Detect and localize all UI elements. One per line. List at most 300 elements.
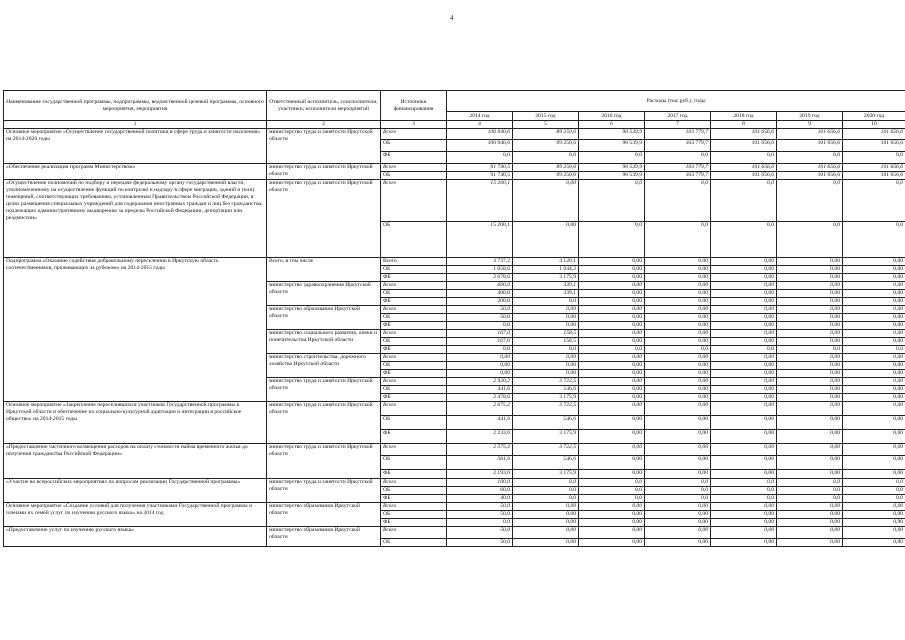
header-col-number: 1: [4, 121, 267, 129]
expense-value: 0,00: [711, 274, 777, 282]
expense-value: 0,00: [579, 370, 645, 378]
expense-value: 2 233,6: [447, 430, 513, 444]
funding-source: Всего: [381, 479, 447, 487]
responsible-executor: министерство труда и занятости Иркутской области: [267, 129, 381, 164]
expense-value: 0,00: [843, 274, 905, 282]
header-year: 2014 год: [447, 112, 513, 121]
expense-value: 0,00: [843, 322, 905, 330]
responsible-executor: министерство образования Иркутской области: [267, 527, 381, 547]
table-row: [4, 503, 905, 511]
expense-value: 0,00: [711, 386, 777, 394]
expense-value: 101 656,6: [777, 129, 843, 140]
expense-value: 0,00: [711, 519, 777, 527]
header-year: 2016 год: [579, 112, 645, 121]
funding-source: ФБ: [381, 346, 447, 354]
expense-value: 0,00: [843, 511, 905, 519]
funding-source: Всего: [381, 180, 447, 222]
expense-value: 0,00: [843, 266, 905, 274]
expense-value: 0,0: [645, 346, 711, 354]
expense-value: 0,00: [777, 430, 843, 444]
funding-source: ФБ: [381, 274, 447, 282]
funding-source: ОБ: [381, 290, 447, 298]
expense-value: 0,0: [777, 346, 843, 354]
funding-source: Всего: [381, 129, 447, 140]
expense-value: 101 656,6: [711, 164, 777, 172]
expense-value: 0,0: [777, 180, 843, 222]
activity-name: Основное мероприятие «Создание условий для получения участниками Государственной программы и членами их семей услуг по изучению русского языка» на 2014 год: [4, 503, 267, 527]
expense-value: 101 656,6: [711, 140, 777, 152]
expense-value: 0,00: [579, 527, 645, 539]
expense-value: 0,00: [777, 258, 843, 266]
expense-value: 101 656,6: [843, 140, 905, 152]
expense-value: 0,0: [777, 495, 843, 503]
expense-value: 0,0: [843, 346, 905, 354]
expense-value: 0,00: [843, 298, 905, 306]
expense-value: 0,00: [843, 430, 905, 444]
funding-source: ФБ: [381, 495, 447, 503]
expense-value: 441,6: [447, 386, 513, 394]
expense-value: 0,00: [579, 258, 645, 266]
expense-value: 0,00: [777, 370, 843, 378]
funding-source: ФБ: [381, 430, 447, 444]
expense-value: 0,00: [843, 354, 905, 362]
funding-source: Всего: [381, 354, 447, 362]
expense-value: 0,00: [777, 386, 843, 394]
expense-value: 381,6: [447, 456, 513, 470]
expense-value: 0,0: [645, 479, 711, 487]
header-year: 2015 год: [513, 112, 579, 121]
expense-value: 0,00: [843, 519, 905, 527]
expense-value: 0,00: [513, 354, 579, 362]
expense-value: 0,0: [447, 152, 513, 164]
expense-value: 0,00: [711, 394, 777, 402]
expense-value: 0,00: [513, 322, 579, 330]
expense-value: 103 779,7: [645, 129, 711, 140]
expense-value: 0,00: [711, 306, 777, 314]
expense-value: 0,00: [645, 370, 711, 378]
expense-value: 0,00: [645, 306, 711, 314]
expense-value: 546,6: [513, 416, 579, 430]
expense-value: 50,0: [447, 314, 513, 322]
expense-value: 0,00: [579, 416, 645, 430]
expense-value: 90 539,9: [579, 164, 645, 172]
expense-value: 0,00: [711, 503, 777, 511]
funding-source: Всего: [381, 527, 447, 539]
funding-source: ФБ: [381, 394, 447, 402]
funding-source: Всего: [381, 503, 447, 511]
expense-value: 0,00: [579, 322, 645, 330]
expense-value: 0,0: [513, 487, 579, 495]
expense-value: 40,0: [447, 495, 513, 503]
expense-value: 103 779,7: [645, 172, 711, 180]
expense-value: 0,00: [711, 402, 777, 416]
expense-value: 0,0: [711, 487, 777, 495]
expense-value: 0,00: [843, 470, 905, 479]
funding-source: ОБ: [381, 456, 447, 470]
expense-value: 546,6: [513, 456, 579, 470]
expense-value: 2 920,2: [447, 378, 513, 386]
header-year: 2017 год: [645, 112, 711, 121]
expense-value: 0,00: [843, 290, 905, 298]
expense-value: 0,00: [843, 338, 905, 346]
funding-source: ФБ: [381, 470, 447, 479]
expense-value: 100,0: [447, 479, 513, 487]
expense-value: 0,00: [777, 322, 843, 330]
expense-value: 0,00: [711, 314, 777, 322]
expense-value: 101 656,6: [843, 172, 905, 180]
expense-value: 0,00: [645, 314, 711, 322]
expense-value: 0,00: [711, 444, 777, 456]
expense-value: 0,00: [645, 258, 711, 266]
table-row: [4, 258, 905, 266]
expense-value: 101 656,6: [777, 164, 843, 172]
funding-source: ОБ: [381, 416, 447, 430]
expense-value: 0,00: [711, 266, 777, 274]
funding-source: Всего: [381, 378, 447, 386]
expense-value: 0,0: [777, 152, 843, 164]
expense-value: 0,00: [645, 527, 711, 539]
expense-value: 0,00: [777, 274, 843, 282]
expense-value: 0,00: [645, 416, 711, 430]
expense-value: 2 478,6: [447, 394, 513, 402]
expense-value: 106 940,6: [447, 140, 513, 152]
funding-source: Всего: [381, 306, 447, 314]
expense-value: 0,00: [711, 298, 777, 306]
expense-value: 0,0: [645, 180, 711, 222]
expense-value: 0,00: [843, 444, 905, 456]
responsible-executor: министерство социального развития, опеки и попечительства Иркутской области: [267, 330, 381, 354]
expense-value: 3 722,5: [513, 402, 579, 416]
expense-value: 90 539,9: [579, 172, 645, 180]
expense-value: 0,00: [645, 338, 711, 346]
expense-value: 0,00: [513, 222, 579, 258]
responsible-executor: Всего, в том числе: [267, 258, 381, 282]
expense-value: 0,00: [843, 386, 905, 394]
expense-value: 0,00: [843, 416, 905, 430]
expense-value: 0,00: [843, 282, 905, 290]
expense-value: 50,0: [447, 511, 513, 519]
expenses-table: [3, 90, 905, 547]
header-name: Наименование государственной программы, подпрограммы, ведомственной целевой программы, основного мероприятия, мероприятия: [4, 91, 267, 121]
expense-value: 101 656,6: [843, 164, 905, 172]
expense-value: 0,00: [645, 539, 711, 547]
table-row: [4, 164, 905, 172]
expense-value: 89 250,6: [513, 172, 579, 180]
expense-value: 167,0: [447, 330, 513, 338]
expense-value: 0,00: [843, 402, 905, 416]
header-col-number: 10: [843, 121, 905, 129]
expense-value: 0,00: [711, 354, 777, 362]
expense-value: 3 175,9: [513, 394, 579, 402]
expense-value: 0,00: [645, 322, 711, 330]
expense-value: 0,00: [777, 314, 843, 322]
responsible-executor: министерство труда и занятости Иркутской области: [267, 164, 381, 180]
expense-value: 0,00: [513, 511, 579, 519]
expense-value: 0,0: [579, 479, 645, 487]
expense-value: 3 175,9: [513, 274, 579, 282]
expense-value: 0,0: [711, 346, 777, 354]
expense-value: 0,00: [579, 378, 645, 386]
expense-value: 0,00: [513, 180, 579, 222]
expense-value: 0,00: [711, 290, 777, 298]
expense-value: 0,00: [777, 444, 843, 456]
expense-value: 0,00: [579, 330, 645, 338]
expense-value: 0,00: [711, 430, 777, 444]
expense-value: 0,00: [777, 354, 843, 362]
expense-value: 0,00: [711, 456, 777, 470]
expense-value: 0,00: [645, 511, 711, 519]
expense-value: 0,00: [513, 362, 579, 370]
expense-value: 0,00: [711, 258, 777, 266]
expense-value: 106 940,6: [447, 129, 513, 140]
expense-value: 0,00: [513, 306, 579, 314]
expense-value: 3 175,9: [513, 470, 579, 479]
expense-value: 0,0: [513, 152, 579, 164]
expense-value: 0,00: [777, 402, 843, 416]
header-year: 2018 год: [711, 112, 777, 121]
expense-value: 0,00: [777, 456, 843, 470]
funding-source: Всего: [381, 330, 447, 338]
expense-value: 2 575,2: [447, 444, 513, 456]
expense-value: 0,00: [777, 338, 843, 346]
page-number: 4: [450, 14, 454, 22]
funding-source: ОБ: [381, 222, 447, 258]
expense-value: 0,00: [843, 394, 905, 402]
expense-value: 0,0: [843, 180, 905, 222]
expense-value: 0,00: [579, 290, 645, 298]
expense-value: 0,00: [711, 322, 777, 330]
expense-value: 0,0: [513, 479, 579, 487]
table-row: [4, 444, 905, 456]
expense-value: 0,00: [579, 511, 645, 519]
expense-value: 101 656,6: [843, 129, 905, 140]
expense-value: 0,00: [579, 503, 645, 511]
table-row: [4, 527, 905, 539]
expense-value: 0,0: [447, 346, 513, 354]
expense-value: 89 250,6: [513, 164, 579, 172]
expense-value: 158,5: [513, 338, 579, 346]
expense-value: 0,00: [777, 362, 843, 370]
expense-value: 0,00: [645, 386, 711, 394]
expense-value: 0,00: [777, 511, 843, 519]
header-col-number: 2: [267, 121, 381, 129]
expense-value: 0,00: [579, 362, 645, 370]
expense-value: 0,0: [579, 346, 645, 354]
expense-value: 0,00: [777, 394, 843, 402]
funding-source: ОБ: [381, 386, 447, 394]
funding-source: ОБ: [381, 140, 447, 152]
header-year: 2020 год: [843, 112, 905, 121]
table-row: [4, 129, 905, 140]
responsible-executor: министерство труда и занятости Иркутской области: [267, 444, 381, 479]
expense-value: 0,00: [711, 330, 777, 338]
funding-source: ФБ: [381, 152, 447, 164]
expense-value: 2 193,6: [447, 470, 513, 479]
expense-value: 0,00: [711, 338, 777, 346]
expense-value: 0,0: [777, 222, 843, 258]
activity-name: «Обеспечение реализации программ Министерством»: [4, 164, 267, 180]
expense-value: 0,00: [843, 456, 905, 470]
expense-value: 0,00: [711, 416, 777, 430]
expense-value: 0,00: [645, 470, 711, 479]
expense-value: 0,00: [579, 282, 645, 290]
expense-value: 0,00: [777, 266, 843, 274]
funding-source: ФБ: [381, 519, 447, 527]
expense-value: 0,00: [645, 282, 711, 290]
expense-value: 0,00: [513, 519, 579, 527]
expense-value: 0,00: [777, 416, 843, 430]
expense-value: 0,00: [579, 394, 645, 402]
responsible-executor: министерство труда и занятости Иркутской области: [267, 378, 381, 402]
expense-value: 0,00: [645, 503, 711, 511]
expense-value: 0,00: [447, 362, 513, 370]
expense-value: 0,00: [711, 282, 777, 290]
expense-value: 0,0: [711, 222, 777, 258]
expense-value: 0,00: [843, 503, 905, 511]
expense-value: 0,00: [645, 330, 711, 338]
expense-value: 441,6: [447, 416, 513, 430]
expense-value: 0,0: [843, 495, 905, 503]
header-expenses: Расходы (тыс.руб.), годы: [447, 91, 905, 112]
expense-value: 0,0: [711, 495, 777, 503]
expense-value: 339,1: [513, 282, 579, 290]
expense-value: 0,00: [777, 282, 843, 290]
expense-value: 0,00: [645, 298, 711, 306]
expense-value: 0,00: [711, 370, 777, 378]
expense-value: 0,00: [579, 338, 645, 346]
expense-value: 0,00: [645, 402, 711, 416]
expense-value: 15 200,1: [447, 180, 513, 222]
expense-value: 0,00: [645, 444, 711, 456]
expense-value: 0,0: [711, 152, 777, 164]
responsible-executor: министерство здравоохранения Иркутской области: [267, 282, 381, 306]
funding-source: ОБ: [381, 314, 447, 322]
table-row: [4, 479, 905, 487]
funding-source: Всего: [381, 164, 447, 172]
expense-value: 0,00: [579, 470, 645, 479]
expense-value: 0,00: [777, 470, 843, 479]
expense-value: 0,00: [579, 314, 645, 322]
expense-value: 0,0: [447, 519, 513, 527]
expense-value: 0,00: [447, 370, 513, 378]
expense-value: 2 675,2: [447, 402, 513, 416]
header-source: Источники финансирования: [381, 91, 447, 121]
expense-value: 50,0: [447, 539, 513, 547]
expense-value: 2 678,6: [447, 274, 513, 282]
expense-value: 600,0: [447, 282, 513, 290]
expense-value: 0,0: [645, 152, 711, 164]
expense-value: 91 740,5: [447, 164, 513, 172]
expense-value: 0,00: [843, 362, 905, 370]
expense-value: 0,00: [513, 503, 579, 511]
expense-value: 0,00: [843, 306, 905, 314]
funding-source: Всего: [381, 258, 447, 266]
activity-name: «Предоставление услуг по изучению русского языка»: [4, 527, 267, 547]
expense-value: 0,0: [579, 180, 645, 222]
expense-value: 0,00: [645, 456, 711, 470]
expense-value: 0,0: [579, 495, 645, 503]
funding-source: ФБ: [381, 322, 447, 330]
activity-name: «Осуществление полномочий по подбору и передаче федеральному органу государственной власти, уполномоченному на осуществление функций по контролю и надзору в сфере миграции, зданий и (или) помещений, соответствующих требованиям, установленным Правительством Российской Федерации, в целях размещения специальных учреждений для содержания иностранных граждан и лиц без гражданства, подлежащих административному выдворению за пределы Российской Федерации, депортации или реадмиссии»: [4, 180, 267, 258]
expense-value: 0,00: [777, 298, 843, 306]
expense-value: 101 656,6: [777, 172, 843, 180]
expense-value: 50,0: [447, 527, 513, 539]
expense-value: 0,00: [777, 527, 843, 539]
expense-value: 50,0: [447, 306, 513, 314]
expense-value: 101 656,6: [777, 140, 843, 152]
funding-source: ОБ: [381, 539, 447, 547]
expense-value: 101 656,6: [711, 172, 777, 180]
expense-value: 0,00: [777, 330, 843, 338]
expense-value: 0,0: [777, 479, 843, 487]
expense-value: 167,0: [447, 338, 513, 346]
expense-value: 0,00: [777, 378, 843, 386]
expense-value: 0,00: [579, 444, 645, 456]
expense-value: 0,0: [645, 495, 711, 503]
funding-source: ОБ: [381, 362, 447, 370]
expense-value: 0,00: [711, 470, 777, 479]
expense-value: 0,00: [711, 378, 777, 386]
expense-value: 4 120,1: [513, 258, 579, 266]
expense-value: 0,00: [513, 314, 579, 322]
expense-value: 0,0: [645, 222, 711, 258]
responsible-executor: министерство строительства, дорожного хозяйства Иркутской области: [267, 354, 381, 378]
expense-value: 89 250,6: [513, 129, 579, 140]
expense-value: 0,0: [645, 487, 711, 495]
header-responsible: Ответственный исполнитель, соисполнители, участники, исполнители мероприятий: [267, 91, 381, 121]
funding-source: ОБ: [381, 266, 447, 274]
expense-value: 0,00: [579, 539, 645, 547]
expense-value: 0,0: [843, 487, 905, 495]
responsible-executor: министерство труда и занятости Иркутской области: [267, 479, 381, 503]
expense-value: 90 539,9: [579, 140, 645, 152]
expense-value: 0,00: [711, 527, 777, 539]
expense-value: 0,00: [843, 539, 905, 547]
expense-value: 103 779,7: [645, 140, 711, 152]
expense-value: 101 656,6: [711, 129, 777, 140]
expense-value: 339,1: [513, 290, 579, 298]
header-year: 2019 год: [777, 112, 843, 121]
header-col-number: 4: [447, 121, 513, 129]
responsible-executor: министерство образования Иркутской области: [267, 306, 381, 330]
expense-value: 0,00: [645, 378, 711, 386]
table-row: [4, 402, 905, 416]
expense-value: 0,00: [711, 511, 777, 519]
header-col-number: 3: [381, 121, 447, 129]
expense-value: 0,00: [777, 290, 843, 298]
expense-value: 1 058,6: [447, 266, 513, 274]
expense-value: 0,00: [579, 402, 645, 416]
expense-value: 0,0: [711, 180, 777, 222]
expense-value: 0,0: [843, 152, 905, 164]
expense-value: 0,00: [645, 274, 711, 282]
expense-value: 0,0: [513, 495, 579, 503]
expense-value: 0,00: [777, 503, 843, 511]
expense-value: 0,00: [645, 266, 711, 274]
activity-name: Основное мероприятие «Осуществление государственной политики в сфере труда и занятости населения» на 2014-2020 годы: [4, 129, 267, 164]
funding-source: Всего: [381, 444, 447, 456]
expense-value: 3 722,5: [513, 378, 579, 386]
expense-value: 60,0: [447, 487, 513, 495]
expense-value: 0,00: [513, 527, 579, 539]
expense-value: 0,00: [579, 274, 645, 282]
funding-source: ФБ: [381, 298, 447, 306]
expense-value: 0,0: [843, 222, 905, 258]
expense-value: 0,00: [579, 354, 645, 362]
expense-value: 0,00: [513, 539, 579, 547]
responsible-executor: министерство труда и занятости Иркутской области: [267, 180, 381, 258]
expense-value: 0,00: [777, 519, 843, 527]
